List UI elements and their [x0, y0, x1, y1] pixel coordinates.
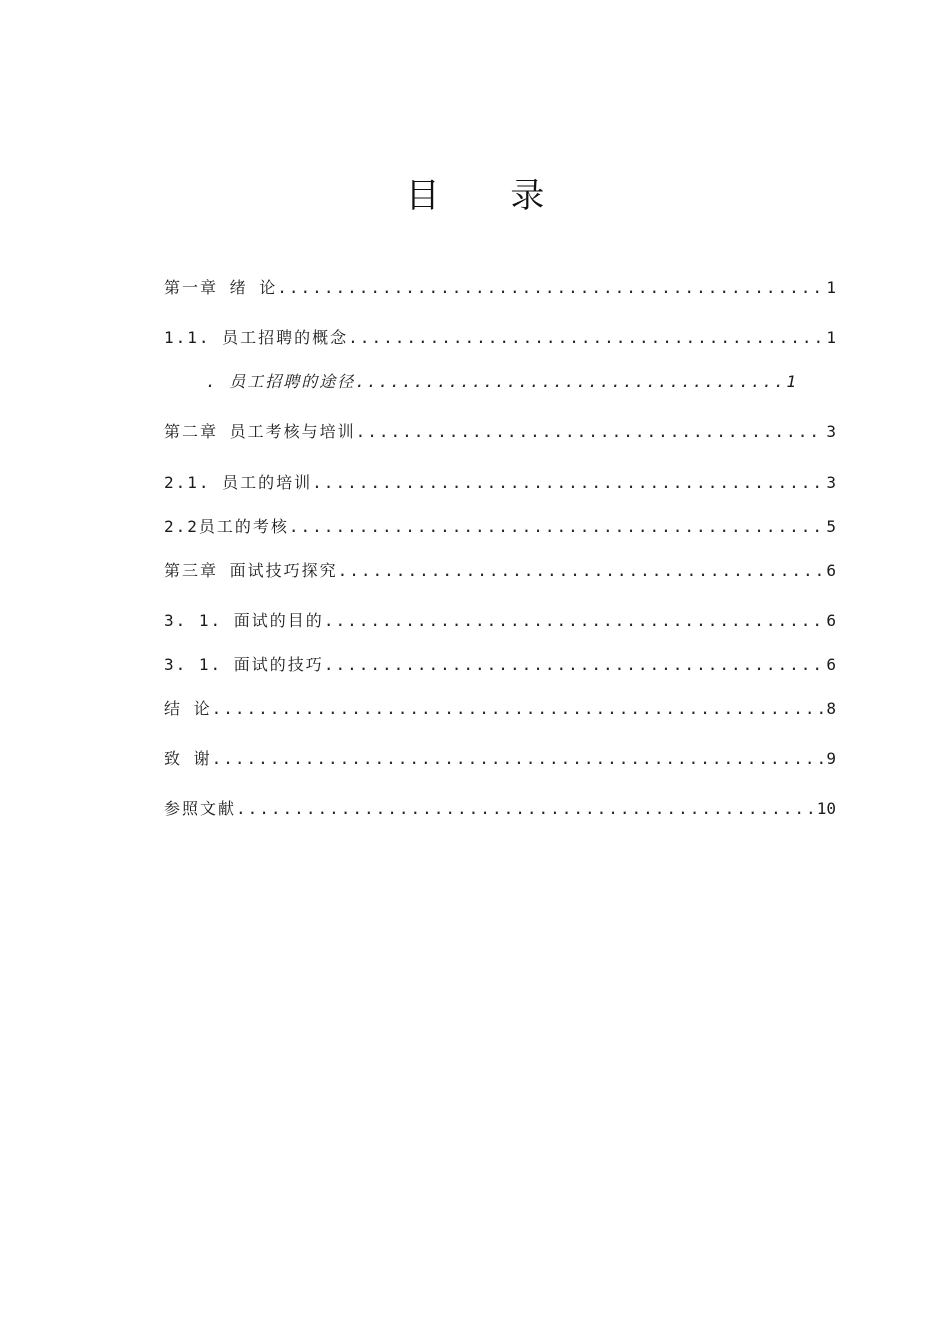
toc-entry-1-2[interactable] — [206, 371, 796, 393]
toc-title: 目 录 — [405, 176, 575, 216]
dot-leader — [348, 327, 824, 349]
toc-entry-page: 8 — [826, 699, 836, 718]
toc-entry-3-1-purpose[interactable] — [164, 610, 836, 632]
dot-leader — [212, 748, 825, 770]
toc-entry-label: 结 论 — [164, 699, 212, 718]
toc-entry-label: 2.1. 员工的培训 — [164, 473, 313, 492]
toc-entry-label: 1.1. 员工招聘的概念 — [164, 328, 349, 347]
toc-entry-page: 1 — [826, 328, 836, 347]
toc-entry-label: . 员工招聘的途径 — [206, 372, 356, 391]
toc-entry-page: 1 — [826, 278, 836, 297]
dot-leader — [289, 516, 824, 538]
toc-entry-chapter-1[interactable] — [164, 277, 836, 299]
toc-entry-page: 6 — [826, 655, 836, 674]
toc-entry-label: 第二章 员工考核与培训 — [164, 422, 356, 441]
toc-entry-label: 3. 1. 面试的目的 — [164, 611, 324, 630]
toc-entry-label: 第一章 绪 论 — [164, 278, 278, 297]
dot-leader — [356, 421, 825, 443]
toc-entry-label: 3. 1. 面试的技巧 — [164, 655, 324, 674]
toc-entry-page: 1 — [786, 372, 796, 391]
toc-entry-acknowledgements[interactable] — [164, 748, 836, 770]
dot-leader — [324, 654, 825, 676]
toc-entry-label: 2.2员工的考核 — [164, 517, 289, 536]
toc-entry-conclusion[interactable] — [164, 698, 836, 720]
dot-leader — [277, 277, 824, 299]
toc-entry-1-1[interactable] — [164, 327, 836, 349]
toc-entry-label: 参照文献 — [164, 799, 237, 818]
dot-leader — [236, 798, 815, 820]
dot-leader — [355, 371, 784, 393]
toc-entry-label: 致 谢 — [164, 749, 212, 768]
toc-entry-page: 6 — [826, 611, 836, 630]
toc-entry-2-2[interactable] — [164, 516, 836, 538]
toc-entry-label: 第三章 面试技巧探究 — [164, 561, 338, 580]
toc-entry-page: 3 — [826, 473, 836, 492]
dot-leader — [338, 560, 825, 582]
toc-entry-page: 6 — [826, 561, 836, 580]
toc-entry-references[interactable] — [164, 798, 836, 820]
dot-leader — [312, 472, 824, 494]
dot-leader — [324, 610, 825, 632]
toc-entry-page: 3 — [826, 422, 836, 441]
toc-entry-page: 10 — [816, 799, 836, 818]
toc-entry-page: 5 — [826, 517, 836, 536]
toc-entry-chapter-3[interactable] — [164, 560, 836, 582]
toc-entry-2-1[interactable] — [164, 472, 836, 494]
toc-entry-page: 9 — [826, 749, 836, 768]
toc-entry-chapter-2[interactable] — [164, 421, 836, 443]
toc-entry-3-1-skills[interactable] — [164, 654, 836, 676]
dot-leader — [212, 698, 825, 720]
